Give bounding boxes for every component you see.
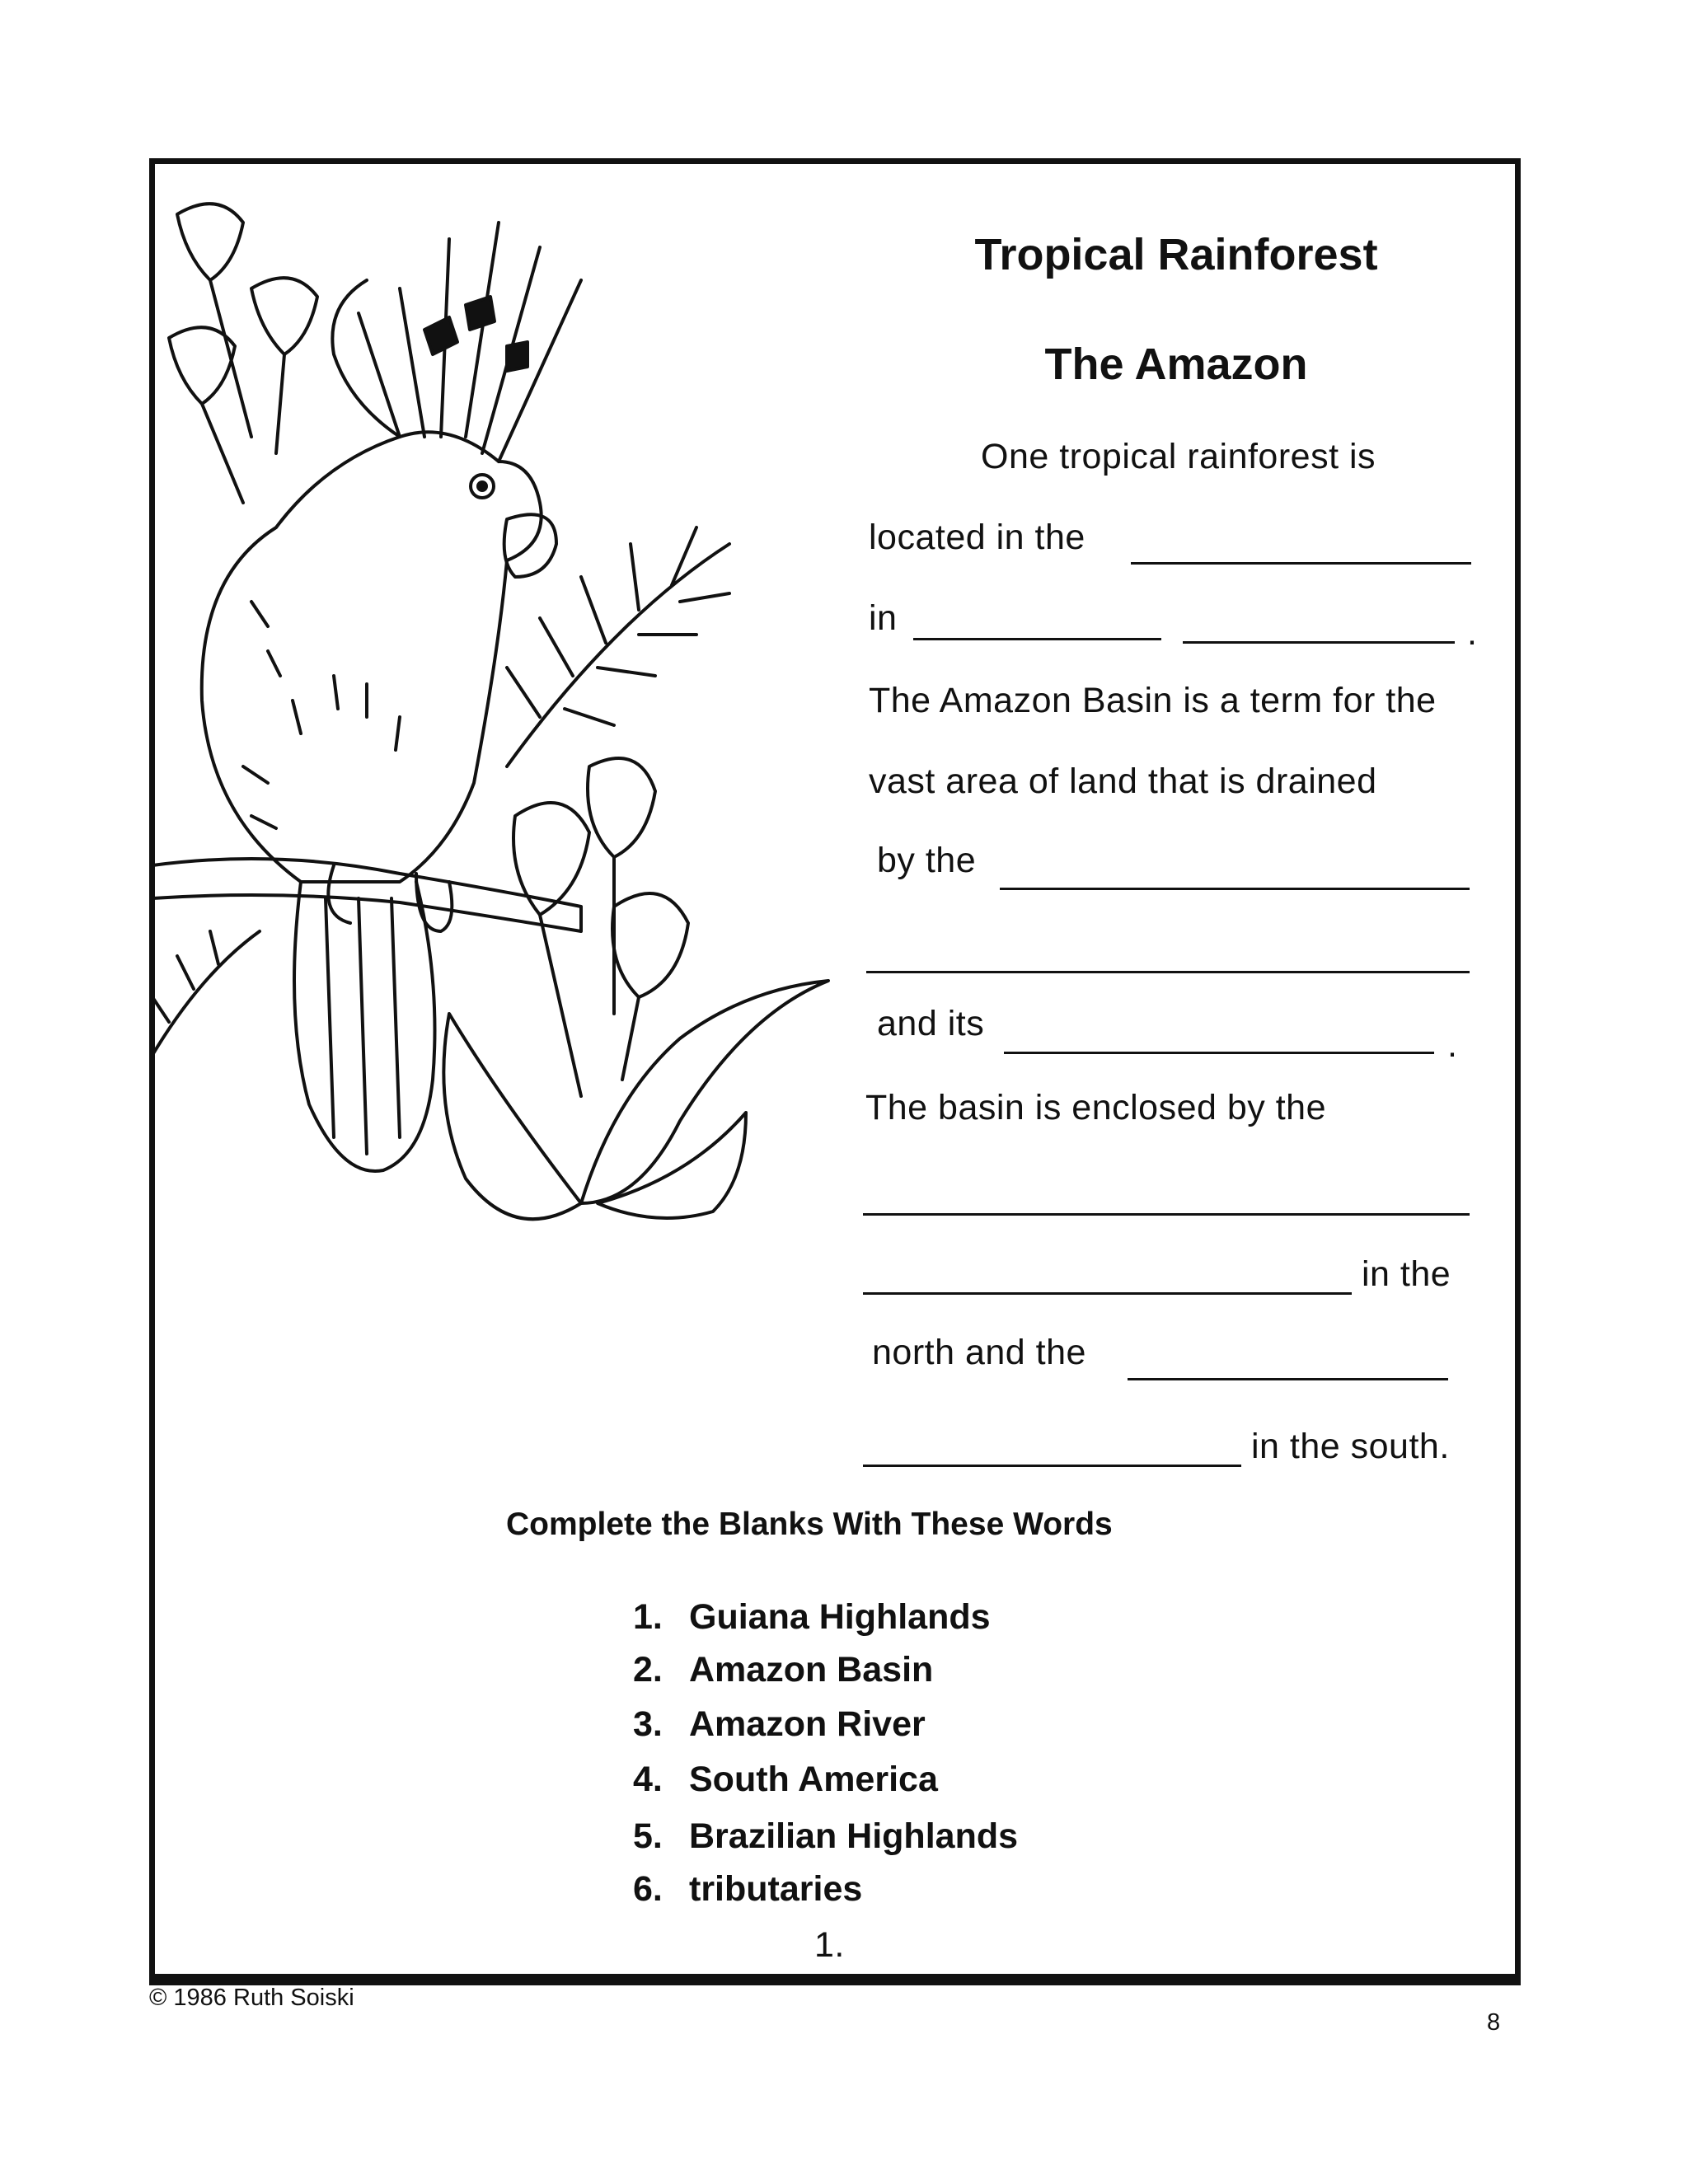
item-number: 3. xyxy=(633,1704,663,1744)
passage-line-7: and its xyxy=(877,1004,985,1043)
item-number: 4. xyxy=(633,1760,663,1799)
item-number: 1. xyxy=(633,1597,663,1637)
worksheet-number: 1. xyxy=(814,1925,845,1965)
worksheet-subtitle: The Amazon xyxy=(1044,340,1308,389)
blank-2b[interactable] xyxy=(1183,641,1455,644)
word-bank-item xyxy=(633,1816,1019,1857)
passage-line-10: north and the xyxy=(872,1333,1086,1372)
blank-7[interactable] xyxy=(863,1465,1241,1467)
word-bank-item xyxy=(633,1597,991,1638)
blank-5a[interactable] xyxy=(863,1213,1470,1216)
period: . xyxy=(1467,613,1477,653)
instructions: Complete the Blanks With These Words xyxy=(506,1507,1113,1542)
item-word: Brazilian Highlands xyxy=(689,1816,1019,1856)
worksheet-title: Tropical Rainforest xyxy=(974,230,1378,279)
passage-line-8: The basin is enclosed by the xyxy=(865,1088,1326,1127)
blank-3b[interactable] xyxy=(866,971,1470,973)
passage-line-2: located in the xyxy=(869,518,1085,557)
copyright: © 1986 Ruth Soiski xyxy=(149,1985,354,2011)
item-word: Guiana Highlands xyxy=(689,1597,991,1637)
parrot-flowers-illustration xyxy=(152,190,837,1277)
passage-line-1: One tropical rainforest is xyxy=(981,437,1376,476)
blank-6[interactable] xyxy=(1128,1378,1448,1380)
item-number: 5. xyxy=(633,1816,663,1856)
item-number: 6. xyxy=(633,1869,663,1909)
item-number: 2. xyxy=(633,1650,663,1690)
word-bank-item xyxy=(633,1704,926,1745)
passage-line-3: in xyxy=(869,598,898,638)
period: . xyxy=(1447,1025,1457,1065)
page-number: 8 xyxy=(1487,2009,1501,2036)
blank-4[interactable] xyxy=(1004,1052,1434,1054)
word-bank-item xyxy=(633,1869,863,1910)
passage-line-11: in the south. xyxy=(1251,1427,1450,1466)
blank-2a[interactable] xyxy=(913,638,1161,640)
blank-5b[interactable] xyxy=(863,1292,1352,1295)
word-bank-item xyxy=(633,1760,938,1800)
item-word: tributaries xyxy=(689,1869,863,1909)
blank-1[interactable] xyxy=(1131,562,1471,565)
passage-line-6: by the xyxy=(877,841,977,880)
passage-line-4: The Amazon Basin is a term for the xyxy=(869,681,1437,720)
blank-3a[interactable] xyxy=(1000,888,1470,890)
passage-line-5: vast area of land that is drained xyxy=(869,762,1377,801)
item-word: South America xyxy=(689,1760,938,1799)
item-word: Amazon Basin xyxy=(689,1650,934,1690)
passage-line-9: in the xyxy=(1362,1254,1451,1294)
word-bank-item xyxy=(633,1650,934,1690)
item-word: Amazon River xyxy=(689,1704,926,1744)
